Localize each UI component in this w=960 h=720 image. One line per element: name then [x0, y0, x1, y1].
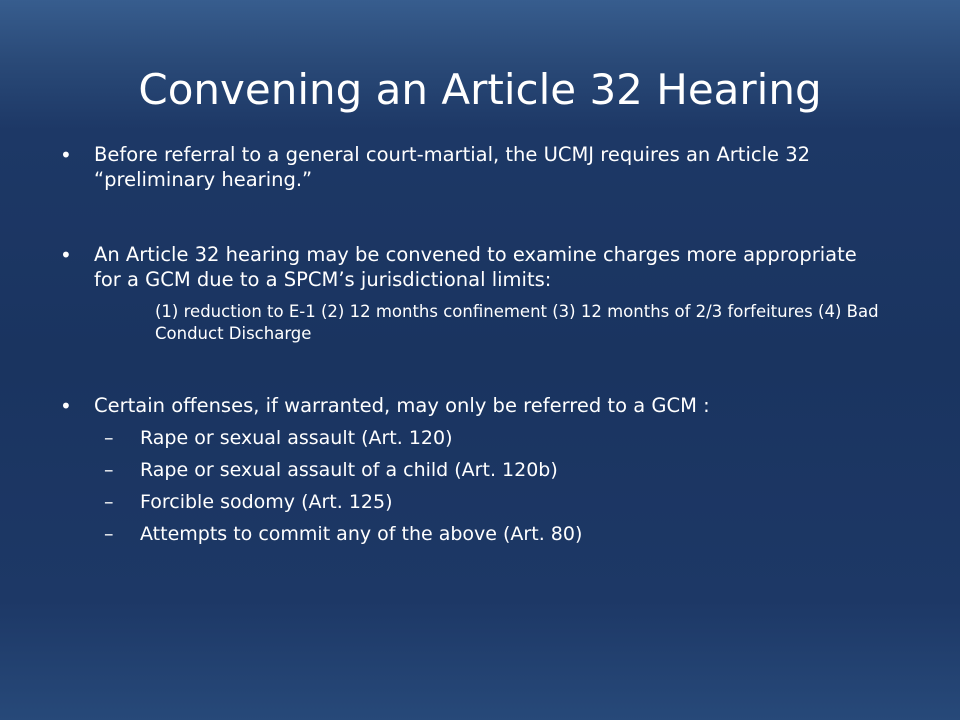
bullet-item: [60, 242, 880, 292]
slide-title: Convening an Article 32 Hearing: [138, 65, 822, 114]
dash-marker: –: [104, 491, 114, 513]
sub-list-text: Attempts to commit any of the above (Art. 80): [140, 523, 583, 545]
sub-list-text: Rape or sexual assault of a child (Art. 120b): [140, 459, 558, 481]
dash-marker: –: [104, 523, 114, 545]
bullet-text: Certain offenses, if warranted, may only be referred to a GCM :: [94, 394, 710, 417]
bullet-item: [60, 393, 880, 418]
bullet-item: [60, 142, 880, 192]
bullet-text: Before referral to a general court-martial, the UCMJ requires an Article 32 “preliminary hearing.”: [94, 143, 811, 191]
sub-list-item: [104, 457, 864, 483]
jurisdictional-limits-text: (1) reduction to E-1 (2) 12 months confinement (3) 12 months of 2/3 forfeitures (4) Bad Conduct Discharge: [155, 302, 879, 343]
sub-list-text: Forcible sodomy (Art. 125): [140, 491, 393, 513]
sub-list-text: Rape or sexual assault (Art. 120): [140, 427, 453, 449]
dash-marker: –: [104, 459, 114, 481]
bullet-marker: •: [60, 243, 72, 267]
bullet-marker: •: [60, 143, 72, 167]
sub-list-item: [104, 425, 864, 451]
bullet-text: An Article 32 hearing may be convened to examine charges more appropriate for a GCM due to a SPCM’s jurisdictional limits:: [94, 243, 857, 291]
bullet-marker: •: [60, 394, 72, 418]
dash-marker: –: [104, 427, 114, 449]
sub-list-item: [104, 521, 864, 547]
sub-list-item: [104, 489, 864, 515]
